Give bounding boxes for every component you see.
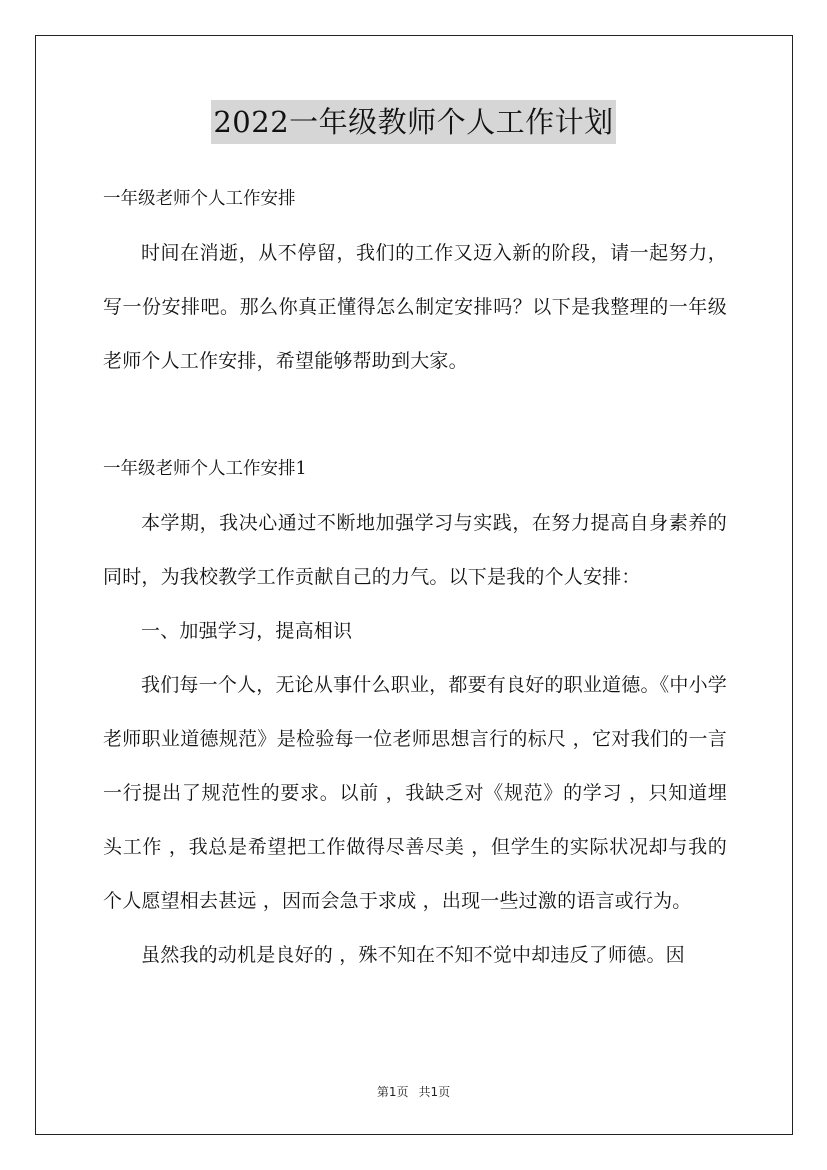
section-paragraph-2: 我们每一个人，无论从事什么职业，都要有良好的职业道德。《中小学老师职业道德规范》是检验每一位老师思想言行的标尺 ，它对我们的一言一行提出了规范性的要求。以前 ，我缺乏对《规范》的学习 ，只知道埋头工作 ，我总是希望把工作做得尽善尽美 ，但学生的实际状况却与我的个人愿望相去甚远 ，因而会急于求成 ，出现一些过激的语言或行为。 xyxy=(103,674,727,912)
page-number: 第1页 xyxy=(376,1085,409,1099)
document-subtitle: 一年级老师个人工作安排 xyxy=(103,189,296,209)
paragraph-spacer xyxy=(103,388,727,442)
page-footer xyxy=(0,1083,827,1100)
intro-paragraph: 时间在消逝，从不停留，我们的工作又迈入新的阶段，请一起努力，写一份安排吧。那么你真正懂得怎么制定安排吗？以下是我整理的一年级老师个人工作安排，希望能够帮助到大家。 xyxy=(103,242,727,372)
title-area xyxy=(0,100,827,144)
section-paragraph-1: 本学期，我决心通过不断地加强学习与实践，在努力提高自身素养的同时，为我校教学工作贡献自己的力气。以下是我的个人安排： xyxy=(103,512,727,588)
document-title: 2022一年级教师个人工作计划 xyxy=(211,100,615,144)
section-heading: 一年级老师个人工作安排1 xyxy=(103,459,307,479)
page-total: 共1页 xyxy=(418,1085,451,1099)
section-subheading: 一、加强学习，提高相识 xyxy=(141,620,353,642)
section-paragraph-3: 虽然我的动机是良好的 ，殊不知在不知不觉中却违反了师德。因 xyxy=(141,944,685,966)
document-body xyxy=(103,172,727,982)
